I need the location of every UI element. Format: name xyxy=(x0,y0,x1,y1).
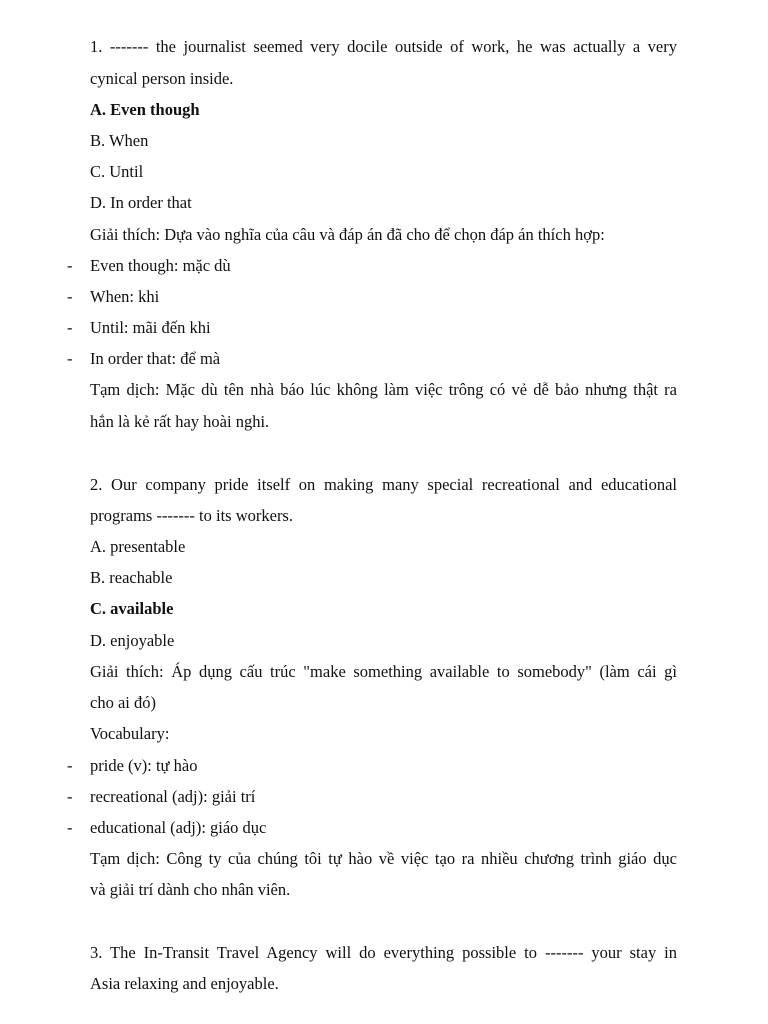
q1-option-b: B. When xyxy=(90,131,149,150)
q2-vocab-item: pride (v): tự hào xyxy=(90,756,198,775)
q3-stem-line-2: Asia relaxing and enjoyable. xyxy=(90,974,279,993)
q1-option-a-correct: A. Even though xyxy=(90,100,200,119)
q2-vocab-item: educational (adj): giáo dục xyxy=(90,818,267,837)
q1-bullet-marker: - xyxy=(67,256,73,275)
q1-explanation: Giải thích: Dựa vào nghĩa của câu và đáp án đã cho để chọn đáp án thích hợp: xyxy=(90,225,605,244)
q2-bullet-marker: - xyxy=(67,756,73,775)
q3-stem-line-1: 3. The In-Transit Travel Agency will do everything possible to ------- your stay in xyxy=(90,943,677,962)
q1-bullet-item: Until: mãi đến khi xyxy=(90,318,211,337)
q2-option-d: D. enjoyable xyxy=(90,631,175,650)
q2-explanation-line-2: cho ai đó) xyxy=(90,693,156,712)
q1-bullet-marker: - xyxy=(67,349,73,368)
q1-option-c: C. Until xyxy=(90,162,144,181)
q2-stem-line-1: 2. Our company pride itself on making many special recreational and educational xyxy=(90,475,677,494)
q1-bullet-item: When: khi xyxy=(90,287,160,306)
q2-bullet-marker: - xyxy=(67,818,73,837)
q2-option-a: A. presentable xyxy=(90,537,186,556)
q1-stem-line-1: 1. ------- the journalist seemed very docile outside of work, he was actually a very xyxy=(90,37,677,56)
q1-stem-line-2: cynical person inside. xyxy=(90,69,234,88)
q2-explanation-line-1: Giải thích: Áp dụng cấu trúc "make something available to somebody" (làm cái gì xyxy=(90,662,677,681)
q2-translation-line-2: và giải trí dành cho nhân viên. xyxy=(90,880,291,899)
q2-translation-line-1: Tạm dịch: Công ty của chúng tôi tự hào về việc tạo ra nhiều chương trình giáo dục xyxy=(90,849,677,868)
q1-bullet-marker: - xyxy=(67,287,73,306)
q2-vocab-item: recreational (adj): giải trí xyxy=(90,787,256,806)
q1-bullet-marker: - xyxy=(67,318,73,337)
q2-bullet-marker: - xyxy=(67,787,73,806)
q2-option-b: B. reachable xyxy=(90,568,173,587)
q1-translation-line-1: Tạm dịch: Mặc dù tên nhà báo lúc không làm việc trông có vẻ dễ bảo nhưng thật ra xyxy=(90,380,677,399)
q2-vocabulary-label: Vocabulary: xyxy=(90,724,170,743)
q1-translation-line-2: hắn là kẻ rất hay hoài nghi. xyxy=(90,412,270,431)
q2-option-c-correct: C. available xyxy=(90,599,174,618)
q1-option-d: D. In order that xyxy=(90,193,192,212)
q2-stem-line-2: programs ------- to its workers. xyxy=(90,506,293,525)
q1-bullet-item: Even though: mặc dù xyxy=(90,256,231,275)
q1-bullet-item: In order that: để mà xyxy=(90,349,221,368)
